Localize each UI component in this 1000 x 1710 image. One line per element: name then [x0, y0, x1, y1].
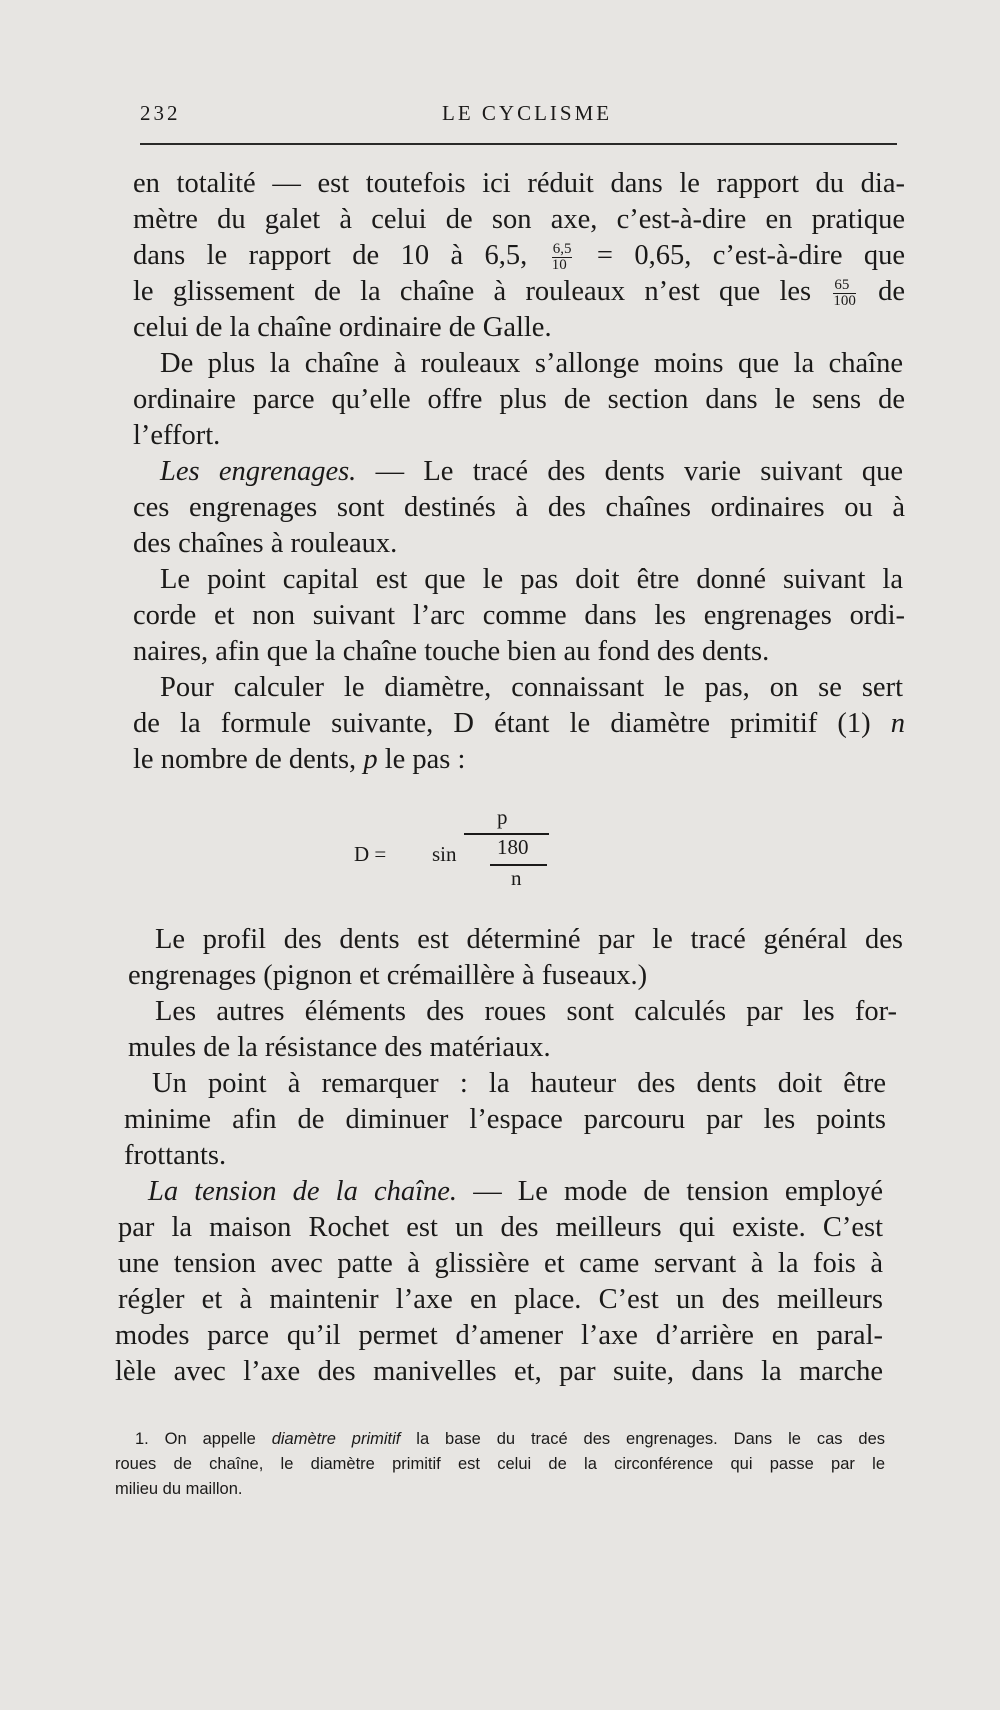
text-line — [133, 238, 905, 274]
page-number: 232 — [140, 101, 181, 125]
text-line: régler et à maintenir l’axe en place. C’est un des meilleurs — [118, 1284, 883, 1315]
text-line: Les autres éléments des roues sont calculés par les for- — [155, 996, 897, 1027]
section-heading: La tension de la chaîne. — [148, 1176, 458, 1207]
text-line: des chaînes à rouleaux. — [133, 528, 398, 559]
text-span: — Le tracé des dents varie suivant que — [375, 456, 903, 487]
running-title: LE CYCLISME — [442, 101, 613, 125]
text-line — [133, 274, 905, 310]
text-line — [148, 1174, 883, 1210]
footnote-line: roues de chaîne, le diamètre primitif est celui de la circonférence qui passe par le — [115, 1455, 885, 1473]
text-line — [160, 454, 903, 490]
text-line: mètre du galet à celui de son axe, c’est-à-dire en pratique — [133, 204, 905, 235]
variable-n: n — [890, 708, 906, 739]
text-line: Un point à remarquer : la hauteur des dents doit être — [152, 1068, 886, 1099]
text-span: de la formule suivante, D étant le diamètre primitif (1) — [133, 708, 871, 739]
text-span: dans le rapport de 10 à 6,5, — [133, 240, 528, 271]
text-line — [133, 742, 905, 778]
formula-angle-numerator: 180 — [497, 835, 529, 859]
text-line: frottants. — [124, 1140, 227, 1171]
page-header — [140, 101, 900, 131]
text-line: ces engrenages sont destinés à des chaînes ordinaires ou à — [133, 492, 905, 523]
formula-numerator: p — [497, 805, 508, 829]
text-line: engrenages (pignon et crémaillère à fuseaux.) — [128, 960, 648, 991]
text-line: mules de la résistance des matériaux. — [128, 1032, 551, 1063]
text-span: le glissement de la chaîne à rouleaux n’est que les — [133, 276, 812, 307]
fraction-denominator: 10 — [551, 256, 567, 273]
text-line: l’effort. — [133, 420, 221, 451]
text-line: lèle avec l’axe des manivelles et, par suite, dans la marche — [115, 1356, 883, 1387]
text-line: Pour calculer le diamètre, connaissant le pas, on se sert — [160, 672, 903, 703]
text-span: = 0,65, c’est-à-dire que — [596, 240, 906, 271]
formula-sin: sin — [432, 842, 457, 866]
text-span: le nombre de dents, — [133, 744, 357, 775]
text-line: Le point capital est que le pas doit être donné suivant la — [160, 564, 903, 595]
text-line: De plus la chaîne à rouleaux s’allonge moins que la chaîne — [160, 348, 903, 379]
footnote-line: milieu du maillon. — [115, 1480, 243, 1498]
text-span: — Le mode de tension employé — [473, 1176, 884, 1207]
fraction-numerator: 65 — [833, 278, 856, 294]
text-line: corde et non suivant l’arc comme dans les engrenages ordi- — [133, 600, 905, 631]
text-span: de — [878, 276, 906, 307]
text-line: ordinaire parce qu’elle offre plus de section dans le sens de — [133, 384, 905, 415]
fraction — [833, 278, 856, 309]
text-span: 1. On appelle — [135, 1430, 256, 1448]
header-rule — [140, 143, 897, 145]
formula-angle-denominator: n — [511, 866, 522, 890]
text-line: naires, afin que la chaîne touche bien au fond des dents. — [133, 636, 770, 667]
fraction-denominator: 100 — [833, 292, 856, 309]
footnote-line — [135, 1427, 885, 1451]
diameter-formula — [340, 805, 580, 895]
fraction-numerator: 6,5 — [552, 240, 572, 257]
text-line — [133, 706, 905, 742]
variable-p: p — [363, 744, 378, 775]
text-line: Le profil des dents est déterminé par le tracé général des — [155, 924, 903, 955]
text-span: le pas : — [384, 744, 466, 775]
footnote-term: diamètre primitif — [271, 1430, 401, 1448]
text-line: celui de la chaîne ordinaire de Galle. — [133, 312, 552, 343]
formula-lhs: D = — [354, 842, 387, 866]
text-line: par la maison Rochet est un des meilleurs qui existe. C’est — [118, 1212, 883, 1243]
text-line: minime afin de diminuer l’espace parcouru par les points — [124, 1104, 886, 1135]
text-line: en totalité — est toutefois ici réduit dans le rapport du dia- — [133, 168, 905, 199]
section-heading: Les engrenages. — [160, 456, 357, 487]
text-span: la base du tracé des engrenages. Dans le cas des — [416, 1430, 885, 1448]
text-line: modes parce qu’il permet d’amener l’axe d’arrière en paral- — [115, 1320, 883, 1351]
fraction — [552, 242, 573, 273]
text-line: une tension avec patte à glissière et came servant à la fois à — [118, 1248, 883, 1279]
